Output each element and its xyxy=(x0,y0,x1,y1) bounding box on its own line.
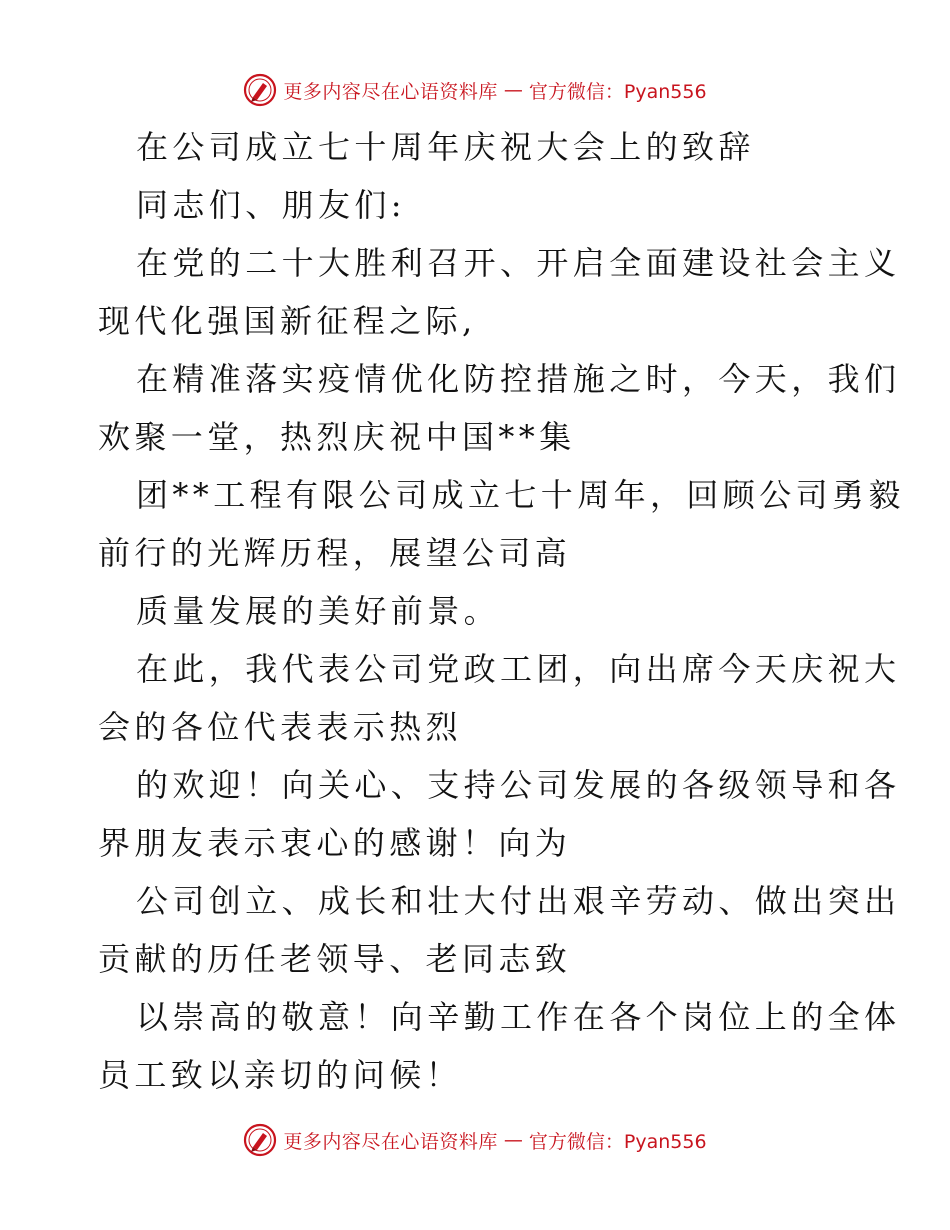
watermark-text: 更多内容尽在心语资料库 xyxy=(283,1130,498,1153)
pen-logo-icon xyxy=(243,73,277,107)
watermark-separator: — xyxy=(503,79,523,101)
document-line: 同志们、朋友们: xyxy=(136,186,406,224)
document-line: 公司创立、成长和壮大付出艰辛劳动、做出突出 xyxy=(136,882,901,920)
document-line: 团**工程有限公司成立七十周年，回顾公司勇毅 xyxy=(136,476,905,514)
document-line: 欢聚一堂，热烈庆祝中国**集 xyxy=(98,418,576,456)
document-line: 以崇高的敬意！向辛勤工作在各个岗位上的全体 xyxy=(136,998,901,1036)
document-line: 在党的二十大胜利召开、开启全面建设社会主义 xyxy=(136,244,901,282)
document-line: 质量发展的美好前景。 xyxy=(136,592,501,630)
document-line: 会的各位代表表示热烈 xyxy=(98,708,463,746)
document-line: 员工致以亲切的问候！ xyxy=(98,1056,463,1094)
footer-watermark xyxy=(0,1120,950,1160)
pen-logo-icon xyxy=(243,1123,277,1157)
document-line: 的欢迎！向关心、支持公司发展的各级领导和各 xyxy=(136,766,901,804)
document-line: 在公司成立七十周年庆祝大会上的致辞 xyxy=(136,128,755,166)
document-line: 在精准落实疫情优化防控措施之时，今天，我们 xyxy=(136,360,901,398)
header-watermark xyxy=(0,70,950,110)
document-body xyxy=(98,118,905,1104)
document-line: 现代化强国新征程之际, xyxy=(98,302,477,340)
document-line: 前行的光辉历程，展望公司高 xyxy=(98,534,572,572)
document-line: 贡献的历任老领导、老同志致 xyxy=(98,940,572,978)
watermark-text: 更多内容尽在心语资料库 xyxy=(283,80,498,103)
watermark-contact: 官方微信：Pyan556 xyxy=(528,1130,707,1153)
watermark-contact: 官方微信：Pyan556 xyxy=(528,80,707,103)
document-line: 界朋友表示衷心的感谢！向为 xyxy=(98,824,572,862)
document-line: 在此，我代表公司党政工团，向出席今天庆祝大 xyxy=(136,650,901,688)
watermark-separator: — xyxy=(503,1129,523,1151)
